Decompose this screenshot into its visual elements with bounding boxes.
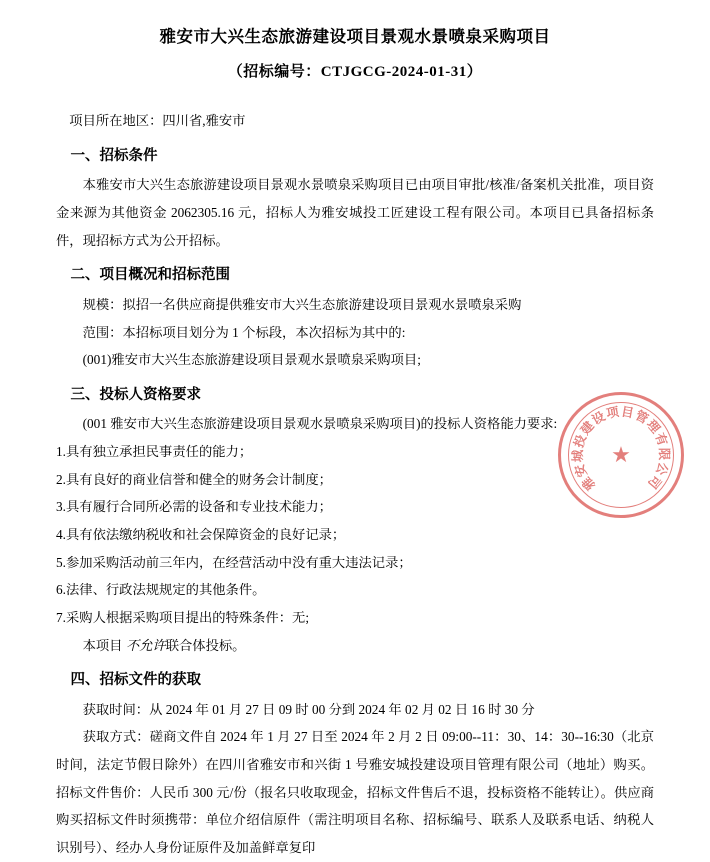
section-4-paragraph-1: 获取时间：从 2024 年 01 月 27 日 09 时 00 分到 2024 年 02 月 02 日 16 时 30 分: [82, 701, 535, 717]
seal-char: 建: [578, 417, 599, 438]
list-item: 7.采购人根据采购项目提出的特殊条件：无;: [56, 609, 310, 625]
seal-char: 管: [632, 408, 653, 428]
location-line: 项目所在地区：四川省,雅安市: [69, 113, 246, 129]
section-3-footer: [56, 632, 654, 660]
list-item: 2.具有良好的商业信誉和健全的财务会计制度；: [56, 471, 332, 487]
seal-char: 设: [589, 408, 610, 428]
seal-char: 城: [571, 447, 585, 463]
section-2-paragraph-3: (001)雅安市大兴生态旅游建设项目景观水景喷泉采购项目;: [82, 352, 421, 368]
seal-char: 雅: [578, 472, 599, 493]
section-3-footer-prefix: 本项目: [82, 637, 126, 653]
page-subtitle: （招标编号：CTJGCG-2024-01-31）: [227, 64, 483, 81]
section-2-paragraph-1: 规模：拟招一名供应商提供雅安市大兴生态旅游建设项目景观水景喷泉采购: [82, 296, 522, 312]
section-1-paragraph-1: 本雅安市大兴生态旅游建设项目景观水景喷泉采购项目已由项目审批/核准/备案机关批准，项目资金来源为其他资金 2062305.16 元，招标人为雅安城投工匠建设工程有限公司。本项目已具备招标条件，现招标方式为公开招标。: [56, 177, 654, 248]
section-4-paragraph-2: 获取方式：磋商文件自 2024 年 1 月 27 日至 2024 年 2 月 2 日 09:00--11：30、14：30--16:30（北京时间，法定节假日除外）在四川省雅安市和兴街 1 号雅安城投建设项目管理有限公司（地址）购买。招标文件售价：人民币 300 元/份（报名只收取现金，招标文件售后不退，投标资格不能转让）。供应商购买招标文件时须携带：单位介绍信原件（需注明项目名称、招标编号、联系人及联系电话、纳税人识别号）、经办人身份证原件及加盖鲜章复印: [56, 729, 654, 855]
seal-char: 司: [643, 472, 664, 493]
section-3-footer-italic: 不允许: [125, 637, 166, 653]
section-3-paragraph-1: (001 雅安市大兴生态旅游建设项目景观水景喷泉采购项目)的投标人资格能力要求:: [82, 416, 558, 432]
page-title: 雅安市大兴生态旅游建设项目景观水景喷泉采购项目: [159, 27, 551, 46]
list-item: 1.具有独立承担民事责任的能力；: [56, 443, 253, 459]
seal-char: 项: [605, 404, 622, 421]
document-body: [56, 107, 654, 861]
list-item: 4.具有依法缴纳税收和社会保障资金的良好记录；: [56, 526, 346, 542]
section-heading-3: 三、投标人资格要求: [70, 386, 201, 403]
seal-char: 目: [620, 404, 637, 421]
seal-char: 理: [643, 417, 664, 438]
seal-char: 限: [657, 447, 671, 463]
list-item: 5.参加采购活动前三年内，在经营活动中没有重大违法记录；: [56, 554, 412, 570]
section-heading-4: 四、招标文件的获取: [70, 672, 201, 689]
section-2-paragraph-2: 范围：本招标项目划分为 1 个标段，本次招标为其中的:: [82, 324, 406, 340]
section-3-footer-suffix: 联合体投标。: [165, 637, 246, 653]
section-heading-1: 一、招标条件: [70, 148, 158, 165]
list-item: 6.法律、行政法规规定的其他条件。: [56, 582, 266, 598]
seal-char: 安: [571, 460, 590, 479]
seal-char: 投: [571, 431, 590, 450]
seal-char: 有: [652, 431, 671, 450]
section-heading-2: 二、项目概况和招标范围: [70, 267, 230, 284]
seal-star-icon: ★: [611, 442, 631, 467]
list-item: 3.具有履行合同所必需的设备和专业技术能力；: [56, 499, 332, 515]
seal-char: 公: [652, 460, 671, 479]
